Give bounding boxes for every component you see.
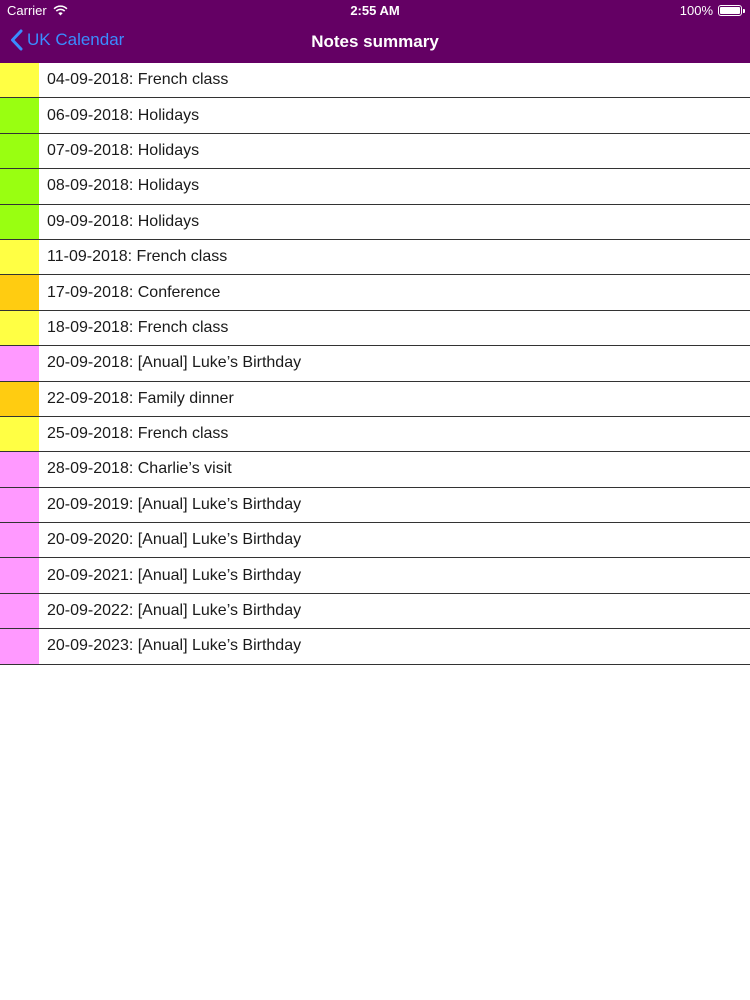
note-color-swatch <box>0 240 39 274</box>
note-row[interactable] <box>0 169 750 204</box>
note-text: 28-09-2018: Charlie’s visit <box>47 460 232 478</box>
note-row[interactable] <box>0 488 750 523</box>
note-text: 20-09-2022: [Anual] Luke’s Birthday <box>47 602 302 620</box>
carrier-label: Carrier <box>7 3 47 18</box>
note-text: 04-09-2018: French class <box>47 71 229 89</box>
note-row[interactable] <box>0 275 750 310</box>
note-row[interactable] <box>0 452 750 487</box>
navigation-bar <box>0 22 750 63</box>
note-text: 22-09-2018: Family dinner <box>47 389 234 407</box>
note-row[interactable] <box>0 382 750 417</box>
back-button-label: UK Calendar <box>27 30 125 49</box>
note-color-swatch <box>0 63 39 97</box>
note-row[interactable] <box>0 523 750 558</box>
note-row[interactable] <box>0 346 750 381</box>
note-row[interactable] <box>0 134 750 169</box>
note-text: 20-09-2018: [Anual] Luke’s Birthday <box>47 354 302 372</box>
note-text: 25-09-2018: French class <box>47 425 229 443</box>
note-color-swatch <box>0 311 39 345</box>
top-bar <box>0 0 750 63</box>
status-battery <box>680 3 742 18</box>
note-color-swatch <box>0 629 39 663</box>
note-color-swatch <box>0 346 39 380</box>
battery-level <box>720 7 740 14</box>
note-row[interactable] <box>0 240 750 275</box>
note-color-swatch <box>0 558 39 592</box>
note-text: 08-09-2018: Holidays <box>47 177 200 195</box>
note-color-swatch <box>0 382 39 416</box>
note-row[interactable] <box>0 594 750 629</box>
note-text: 06-09-2018: Holidays <box>47 106 200 124</box>
note-text: 20-09-2023: [Anual] Luke’s Birthday <box>47 637 302 655</box>
note-color-swatch <box>0 488 39 522</box>
note-color-swatch <box>0 205 39 239</box>
note-color-swatch <box>0 594 39 628</box>
note-color-swatch <box>0 134 39 168</box>
note-row[interactable] <box>0 417 750 452</box>
note-color-swatch <box>0 452 39 486</box>
note-row[interactable] <box>0 311 750 346</box>
note-row[interactable] <box>0 629 750 664</box>
note-row[interactable] <box>0 558 750 593</box>
note-row[interactable] <box>0 63 750 98</box>
note-text: 20-09-2019: [Anual] Luke’s Birthday <box>47 495 302 513</box>
note-row[interactable] <box>0 98 750 133</box>
page-title: Notes summary <box>311 32 439 51</box>
note-row[interactable] <box>0 205 750 240</box>
notes-list <box>0 63 750 665</box>
battery-icon <box>718 5 742 16</box>
status-time: 2:55 AM <box>350 3 400 18</box>
note-text: 11-09-2018: French class <box>47 248 228 266</box>
note-text: 07-09-2018: Holidays <box>47 141 200 159</box>
note-text: 17-09-2018: Conference <box>47 283 221 301</box>
note-color-swatch <box>0 98 39 132</box>
battery-percent: 100% <box>679 3 713 18</box>
note-color-swatch <box>0 169 39 203</box>
note-color-swatch <box>0 523 39 557</box>
note-text: 09-09-2018: Holidays <box>47 212 200 230</box>
note-text: 20-09-2020: [Anual] Luke’s Birthday <box>47 531 302 549</box>
note-text: 18-09-2018: French class <box>47 318 229 336</box>
status-bar <box>0 0 750 22</box>
note-color-swatch <box>0 275 39 309</box>
note-text: 20-09-2021: [Anual] Luke’s Birthday <box>47 566 302 584</box>
note-color-swatch <box>0 417 39 451</box>
